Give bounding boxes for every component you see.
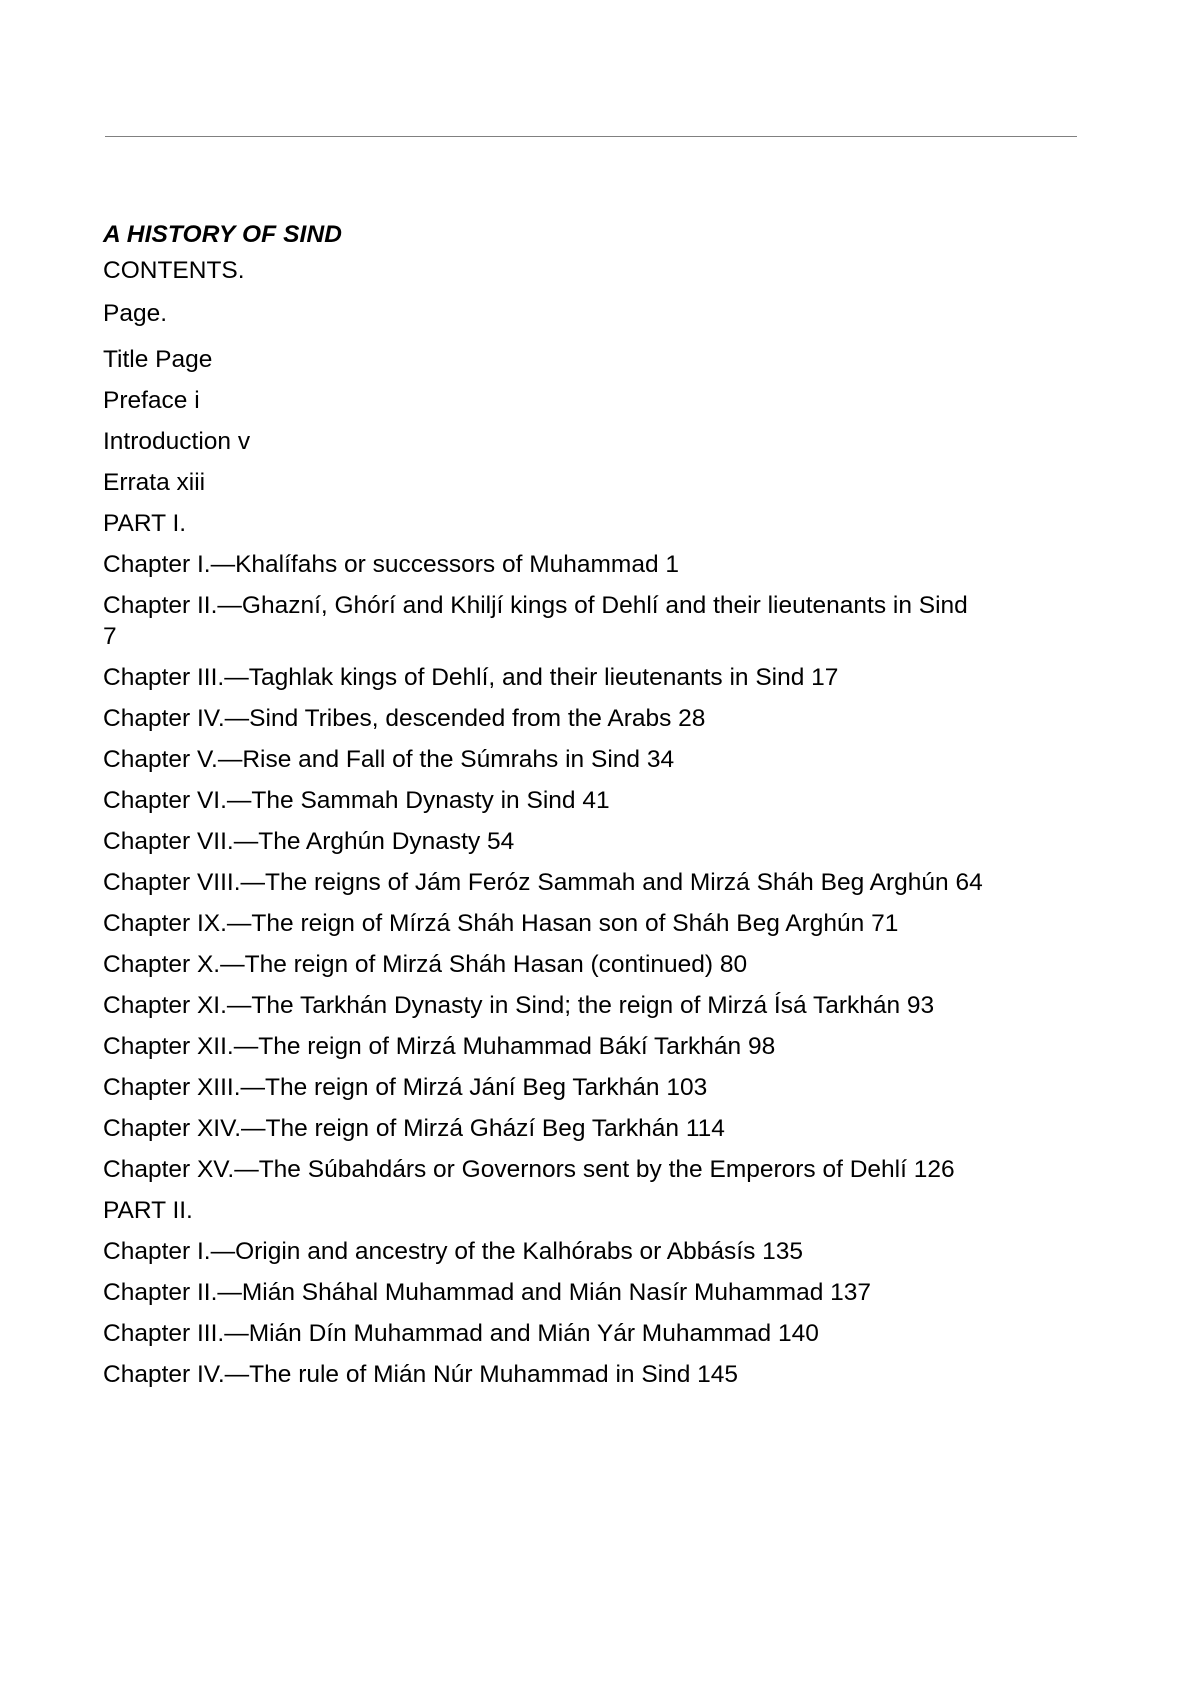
toc-chapter-entry[interactable]: Chapter IX.—The reign of Mírzá Sháh Hasan son of Sháh Beg Arghún 71 — [103, 910, 899, 937]
document-title: A HISTORY OF SIND — [103, 221, 343, 248]
toc-chapter-entry[interactable]: Chapter II.—Mián Sháhal Muhammad and Mián Nasír Muhammad 137 — [103, 1279, 872, 1306]
toc-chapter-entry[interactable]: Chapter X.—The reign of Mirzá Sháh Hasan (continued) 80 — [103, 951, 748, 978]
header-divider — [105, 136, 1077, 137]
toc-front-matter-item[interactable]: Introduction v — [103, 428, 251, 455]
toc-chapter-entry[interactable]: Chapter VIII.—The reigns of Jám Feróz Sammah and Mirzá Sháh Beg Arghún 64 — [103, 869, 983, 896]
contents-body — [103, 218, 983, 1390]
toc-chapter-entry[interactable]: Chapter III.—Mián Dín Muhammad and Mián Yár Muhammad 140 — [103, 1320, 819, 1347]
toc-chapter-entry[interactable]: Chapter XIII.—The reign of Mirzá Jání Beg Tarkhán 103 — [103, 1074, 708, 1101]
toc-front-matter-item[interactable]: Title Page — [103, 346, 213, 373]
toc-chapter-entry[interactable]: Chapter XI.—The Tarkhán Dynasty in Sind; the reign of Mirzá Ísá Tarkhán 93 — [103, 992, 935, 1019]
toc-chapter-entry[interactable]: Chapter I.—Origin and ancestry of the Kalhórabs or Abbásís 135 — [103, 1238, 804, 1265]
toc-chapter-entry[interactable]: Chapter XII.—The reign of Mirzá Muhammad Bákí Tarkhán 98 — [103, 1033, 776, 1060]
toc-part-heading: PART II. — [103, 1197, 193, 1224]
toc-chapter-entry[interactable]: Chapter VII.—The Arghún Dynasty 54 — [103, 828, 515, 855]
toc-chapter-entry[interactable]: Chapter XV.—The Súbahdárs or Governors sent by the Emperors of Dehlí 126 — [103, 1156, 955, 1183]
toc-chapter-entry[interactable]: Chapter IV.—Sind Tribes, descended from the Arabs 28 — [103, 705, 706, 732]
toc-front-matter-item[interactable]: Preface i — [103, 387, 200, 414]
contents-heading: CONTENTS. — [103, 257, 245, 284]
toc-chapter-entry[interactable]: Chapter V.—Rise and Fall of the Súmrahs in Sind 34 — [103, 746, 675, 773]
toc-chapter-entry[interactable]: Chapter VI.—The Sammah Dynasty in Sind 41 — [103, 787, 610, 814]
toc-chapter-entry[interactable]: Chapter IV.—The rule of Mián Núr Muhammad in Sind 145 — [103, 1361, 739, 1388]
toc-chapter-entry[interactable]: Chapter III.—Taghlak kings of Dehlí, and their lieutenants in Sind 17 — [103, 664, 839, 691]
table-of-contents-list — [103, 344, 983, 1390]
toc-chapter-entry[interactable]: Chapter I.—Khalífahs or successors of Muhammad 1 — [103, 551, 680, 578]
page-column-label: Page. — [103, 300, 168, 327]
toc-part-heading: PART I. — [103, 510, 187, 537]
toc-chapter-entry[interactable]: Chapter XIV.—The reign of Mirzá Ghází Beg Tarkhán 114 — [103, 1115, 725, 1142]
toc-front-matter-item[interactable]: Errata xiii — [103, 469, 206, 496]
toc-chapter-entry[interactable]: Chapter II.—Ghazní, Ghórí and Khiljí kings of Dehlí and their lieutenants in Sind 7 — [103, 592, 968, 650]
